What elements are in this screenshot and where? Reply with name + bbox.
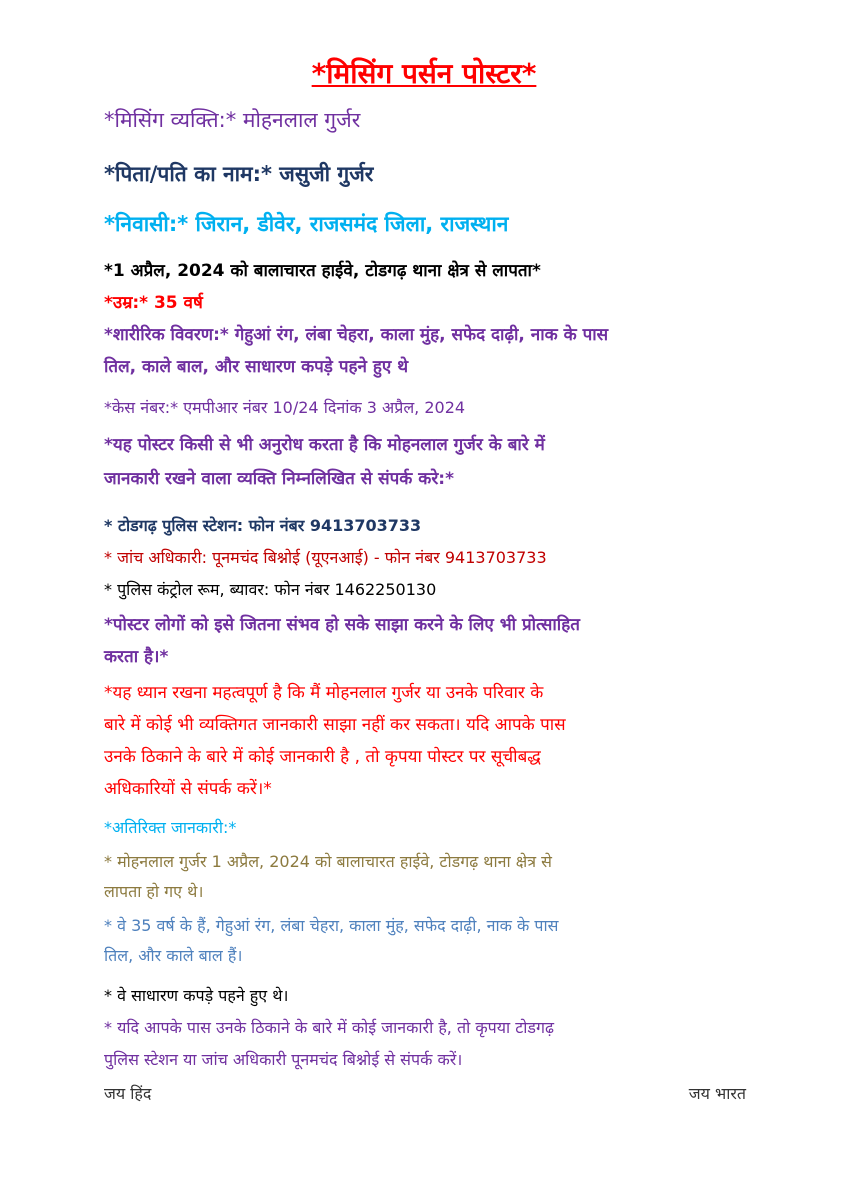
footer-jai-hind: जय हिंद: [104, 1084, 152, 1103]
additional-item3: * वे साधारण कपड़े पहने हुए थे।: [104, 986, 289, 1005]
share-line2: करता है।*: [104, 647, 169, 667]
additional-item2-line1: * वे 35 वर्ष के हैं, गेहुआं रंग, लंबा चेहरा, काला मुंह, सफेद दाढ़ी, नाक के पास: [104, 916, 559, 935]
additional-item4-line2: पुलिस स्टेशन या जांच अधिकारी पूनमचंद बिश्नोई से संपर्क करें।: [104, 1050, 463, 1069]
father-husband-line: *पिता/पति का नाम:* जसुजी गुर्जर: [104, 162, 374, 186]
privacy-line1: *यह ध्यान रखना महत्वपूर्ण है कि मैं मोहनलाल गुर्जर या उनके परिवार के: [104, 683, 544, 703]
contact-control-room: * पुलिस कंट्रोल रूम, ब्यावर: फोन नंबर 1462250130: [104, 580, 437, 599]
share-line1: *पोस्टर लोगों को इसे जितना संभव हो सके साझा करने के लिए भी प्रोत्साहित: [104, 615, 580, 635]
privacy-line3: उनके ठिकाने के बारे में कोई जानकारी है , तो कृपया पोस्टर पर सूचीबद्ध: [104, 747, 541, 767]
physical-description-line1: *शारीरिक विवरण:* गेहुआं रंग, लंबा चेहरा, काला मुंह, सफेद दाढ़ी, नाक के पास: [104, 325, 609, 345]
footer-jai-bharat: जय भारत: [688, 1084, 746, 1103]
additional-item1-line1: * मोहनलाल गुर्जर 1 अप्रैल, 2024 को बालाचारत हाईवे, टोडगढ़ थाना क्षेत्र से: [104, 852, 552, 871]
request-line1: *यह पोस्टर किसी से भी अनुरोध करता है कि मोहनलाल गुर्जर के बारे में: [104, 435, 545, 455]
contact-police-station: * टोडगढ़ पुलिस स्टेशन: फोन नंबर 9413703733: [104, 516, 422, 535]
contact-investigating-officer: * जांच अधिकारी: पूनमचंद बिश्नोई (यूएनआई) - फोन नंबर 9413703733: [104, 548, 547, 567]
poster-title: *मिसिंग पर्सन पोस्टर*: [311, 57, 537, 90]
physical-description-line2: तिल, काले बाल, और साधारण कपड़े पहने हुए थे: [104, 357, 409, 377]
privacy-line2: बारे में कोई भी व्यक्तिगत जानकारी साझा नहीं कर सकता। यदि आपके पास: [104, 715, 566, 735]
case-number-line: *केस नंबर:* एमपीआर नंबर 10/24 दिनांक 3 अप्रैल, 2024: [104, 398, 466, 417]
additional-item2-line2: तिल, और काले बाल हैं।: [104, 946, 243, 965]
residence-line: *निवासी:* जिरान, डीवेर, राजसमंद जिला, राजस्थान: [104, 212, 509, 236]
additional-item4-line1: * यदि आपके पास उनके ठिकाने के बारे में कोई जानकारी है, तो कृपया टोडगढ़: [104, 1018, 555, 1037]
additional-item1-line2: लापता हो गए थे।: [104, 882, 204, 901]
missing-person-line: *मिसिंग व्यक्ति:* मोहनलाल गुर्जर: [104, 108, 361, 132]
age-line: *उम्र:* 35 वर्ष: [104, 293, 203, 313]
missing-since-line: *1 अप्रैल, 2024 को बालाचारत हाईवे, टोडगढ़ थाना क्षेत्र से लापता*: [104, 261, 541, 281]
request-line2: जानकारी रखने वाला व्यक्ति निम्नलिखित से संपर्क करे:*: [104, 469, 454, 489]
additional-info-heading: *अतिरिक्त जानकारी:*: [104, 818, 237, 837]
privacy-line4: अधिकारियों से संपर्क करें।*: [104, 779, 272, 799]
